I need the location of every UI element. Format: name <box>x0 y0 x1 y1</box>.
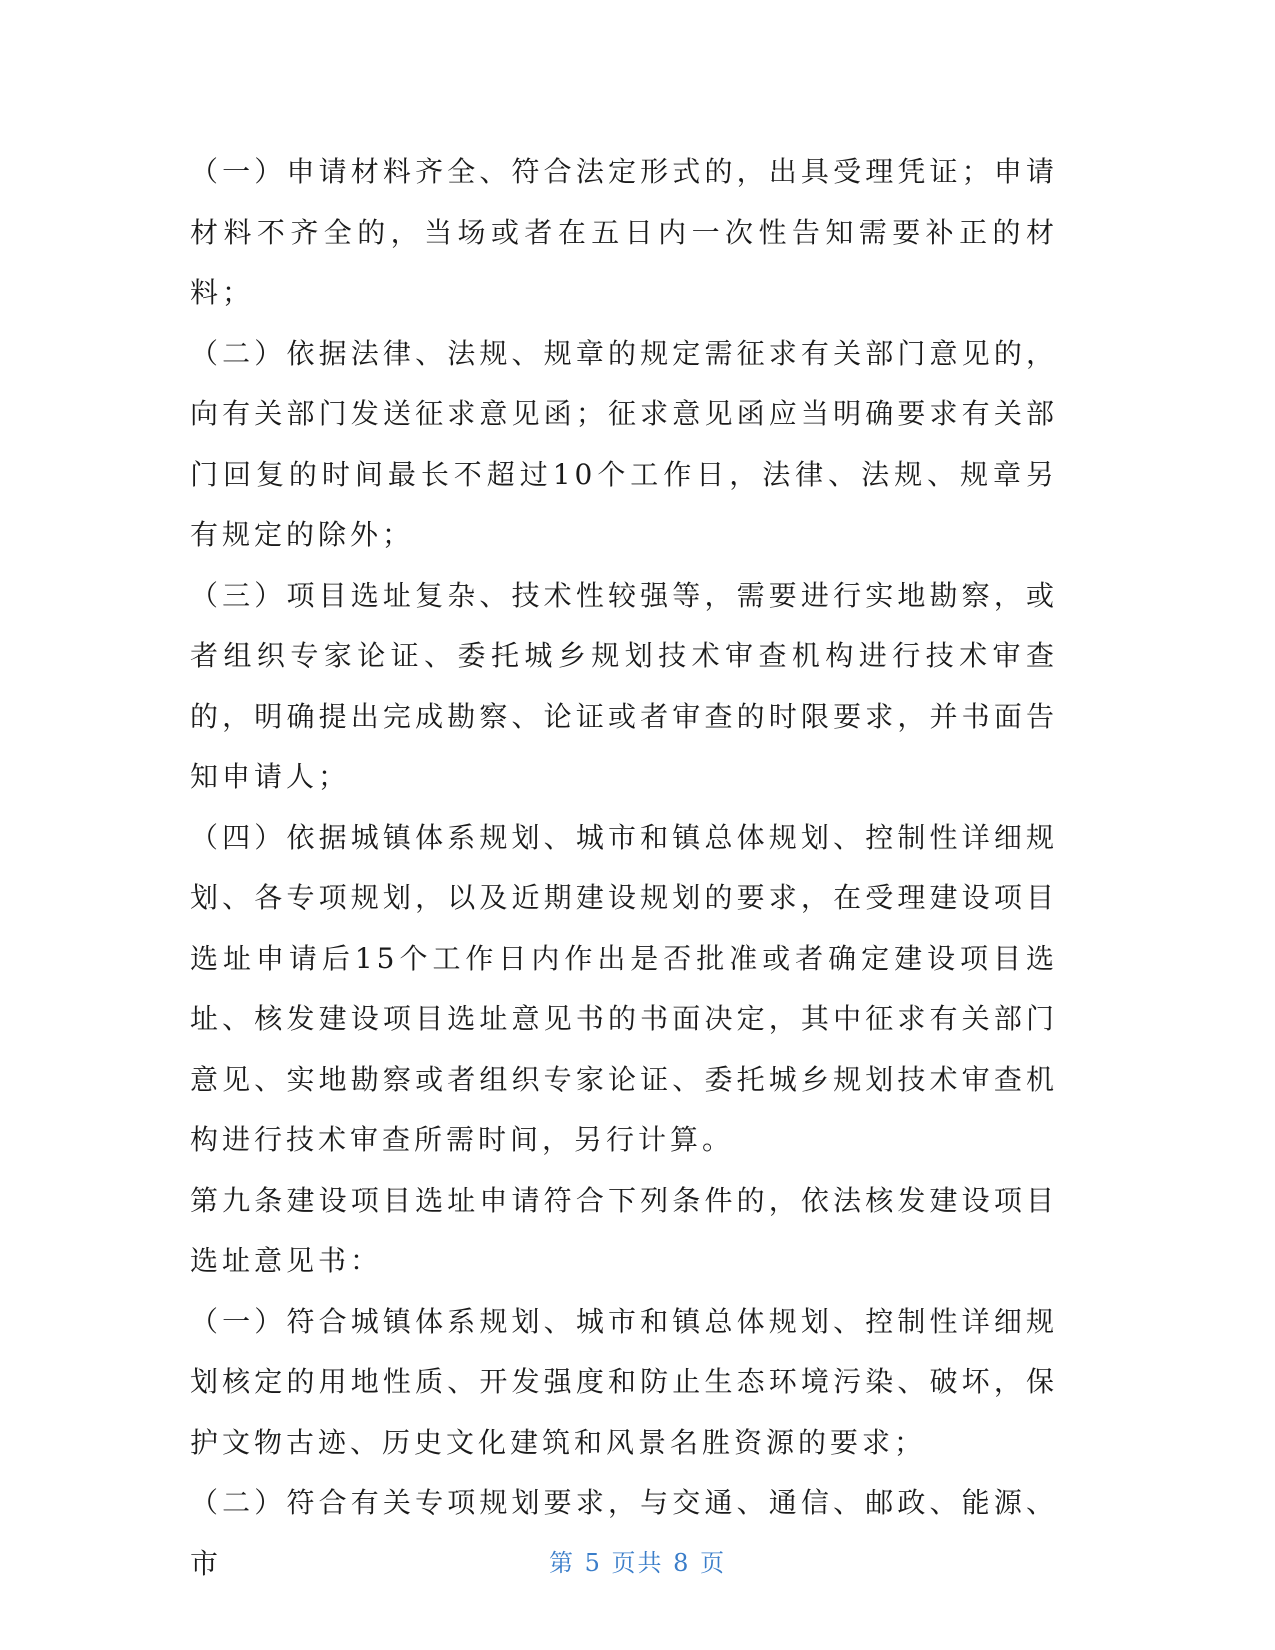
paragraph-1: （一）申请材料齐全、符合法定形式的，出具受理凭证；申请材料不齐全的，当场或者在五日内一次性告知需要补正的材料； <box>190 155 1058 309</box>
paragraph-7: （二）符合有关专项规划要求，与交通、通信、邮政、能源、市 <box>190 1486 1058 1580</box>
footer-suffix: 页 <box>700 1549 727 1577</box>
footer-prefix: 第 <box>548 1549 575 1577</box>
footer-total-pages: 8 <box>673 1549 691 1577</box>
paragraph-4: （四）依据城镇体系规划、城市和镇总体规划、控制性详细规划、各专项规划，以及近期建设规划的要求，在受理建设项目选址申请后15个工作日内作出是否批准或者确定建设项目选址、核发建设项目选址意见书的书面决定，其中征求有关部门意见、实地勘察或者组织专家论证、委托城乡规划技术审查机构进行技术审查所需时间，另行计算。 <box>190 820 1058 1156</box>
footer-current-page: 5 <box>584 1549 602 1577</box>
paragraph-3: （三）项目选址复杂、技术性较强等，需要进行实地勘察，或者组织专家论证、委托城乡规划技术审查机构进行技术审查的，明确提出完成勘察、论证或者审查的时限要求，并书面告知申请人； <box>190 578 1058 793</box>
document-body <box>190 142 1058 1594</box>
paragraph-6: （一）符合城镇体系规划、城市和镇总体规划、控制性详细规划核定的用地性质、开发强度和防止生态环境污染、破坏，保护文物古迹、历史文化建筑和风景名胜资源的要求； <box>190 1304 1058 1459</box>
page-footer <box>0 1543 1275 1578</box>
paragraph-5: 第九条建设项目选址申请符合下列条件的，依法核发建设项目选址意见书： <box>190 1183 1058 1277</box>
footer-middle: 页共 <box>611 1549 664 1577</box>
paragraph-2: （二）依据法律、法规、规章的规定需征求有关部门意见的，向有关部门发送征求意见函；征求意见函应当明确要求有关部门回复的时间最长不超过10个工作日，法律、法规、规章另有规定的除外； <box>190 336 1058 551</box>
